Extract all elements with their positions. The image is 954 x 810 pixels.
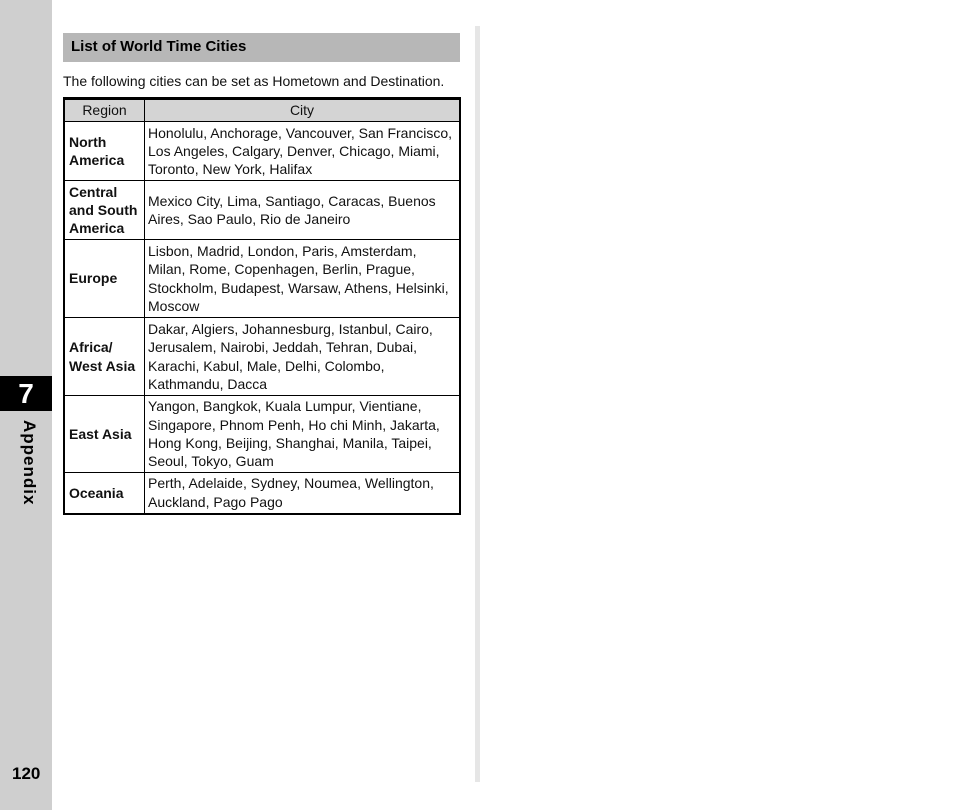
chapter-number-box: 7: [0, 376, 52, 411]
cities-cell: Mexico City, Lima, Santiago, Caracas, Buenos Aires, Sao Paulo, Rio de Janeiro: [145, 181, 461, 240]
cities-cell: Yangon, Bangkok, Kuala Lumpur, Vientiane, Singapore, Phnom Penh, Ho chi Minh, Jakarta, Hong Kong, Beijing, Shanghai, Manila, Taipei, Seoul, Tokyo, Guam: [145, 396, 461, 473]
table-row: [64, 318, 460, 396]
intro-paragraph: The following cities can be set as Hometown and Destination.: [63, 73, 445, 89]
region-cell: North America: [64, 122, 145, 181]
table-row: [64, 181, 460, 240]
region-cell: Africa/ West Asia: [64, 318, 145, 396]
page-number: 120: [12, 764, 41, 783]
cities-cell: Lisbon, Madrid, London, Paris, Amsterdam, Milan, Rome, Copenhagen, Berlin, Prague, Stockholm, Budapest, Warsaw, Athens, Helsinki, Moscow: [145, 240, 461, 318]
table-row: [64, 240, 460, 318]
region-column-header: Region: [64, 99, 145, 122]
cities-cell: Dakar, Algiers, Johannesburg, Istanbul, Cairo, Jerusalem, Nairobi, Jeddah, Tehran, Dubai, Karachi, Kabul, Male, Delhi, Colombo, Kathmandu, Dacca: [145, 318, 461, 396]
table-row: [64, 473, 460, 514]
world-time-cities-table: [63, 97, 461, 515]
chapter-title: Appendix: [20, 420, 39, 506]
region-cell: Oceania: [64, 473, 145, 514]
table-header-row: [64, 99, 460, 122]
region-cell: East Asia: [64, 396, 145, 473]
cities-cell: Honolulu, Anchorage, Vancouver, San Francisco, Los Angeles, Calgary, Denver, Chicago, Miami, Toronto, New York, Halifax: [145, 122, 461, 181]
chapter-title-vertical: [13, 420, 43, 520]
region-cell: Central and South America: [64, 181, 145, 240]
column-divider: [475, 26, 480, 782]
city-column-header: City: [145, 99, 461, 122]
region-cell: Europe: [64, 240, 145, 318]
table-row: [64, 396, 460, 473]
cities-cell: Perth, Adelaide, Sydney, Noumea, Wellington, Auckland, Pago Pago: [145, 473, 461, 514]
table-row: [64, 122, 460, 181]
section-heading: List of World Time Cities: [63, 33, 460, 62]
